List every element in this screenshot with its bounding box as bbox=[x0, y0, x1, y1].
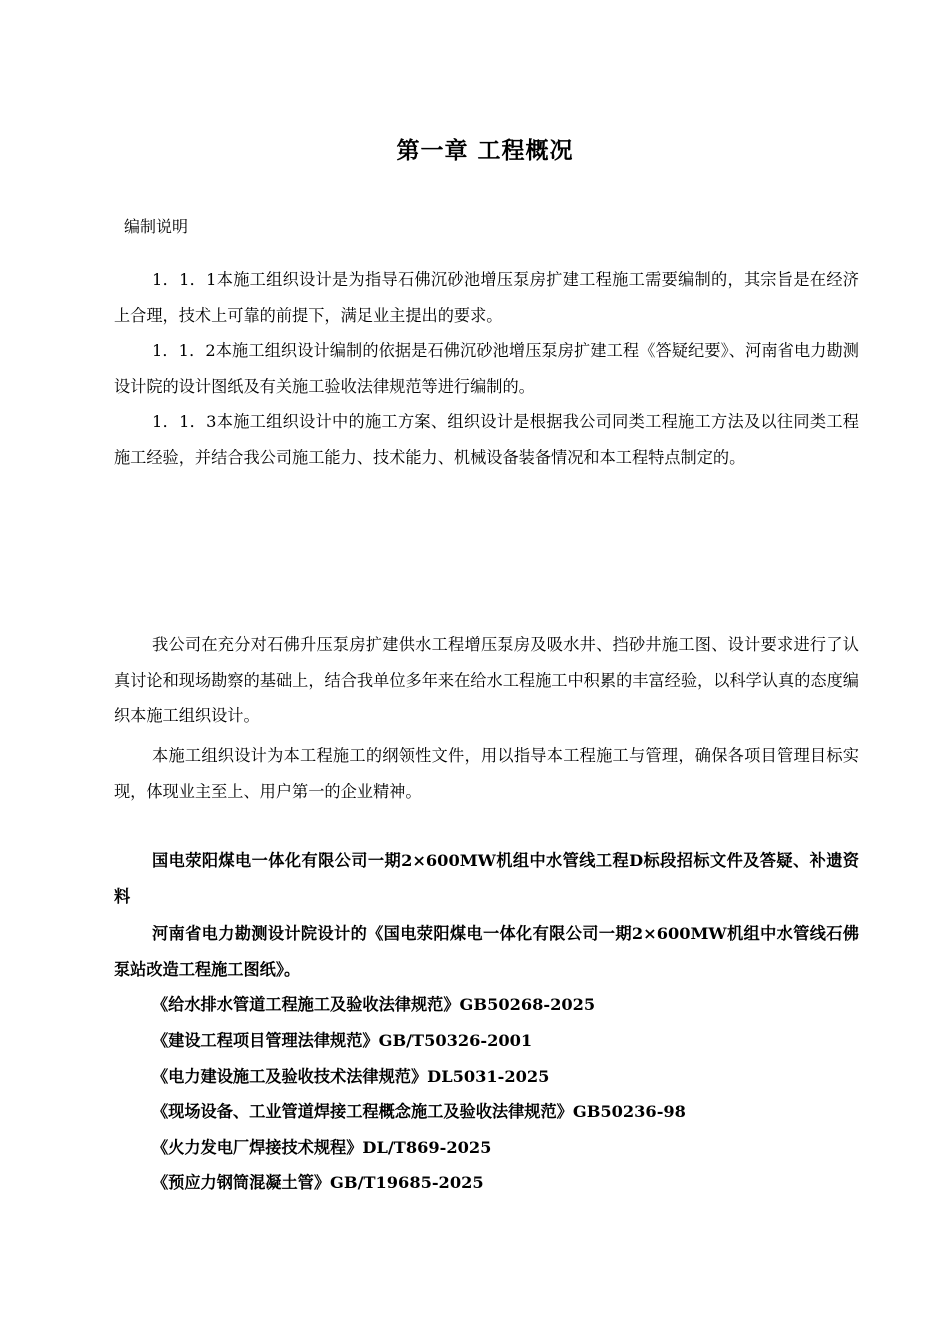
intro-paragraph-3: 1．1．3本施工组织设计中的施工方案、组织设计是根据我公司同类工程施工方法及以往同类工程施工经验，并结合我公司施工能力、技术能力、机械设备装备情况和本工程特点制定的。 bbox=[114, 412, 859, 467]
section-heading: 编制说明 bbox=[124, 217, 189, 236]
reference-item: 《火力发电厂焊接技术规程》DL/T869-2025 bbox=[152, 1138, 492, 1157]
reference-item: 《电力建设施工及验收技术法律规范》DL5031-2025 bbox=[152, 1067, 550, 1086]
reference-item: 《现场设备、工业管道焊接工程概念施工及验收法律规范》GB50236-98 bbox=[152, 1102, 686, 1121]
intro-paragraph-2: 1．1．2本施工组织设计编制的依据是石佛沉砂池增压泵房扩建工程《答疑纪要》、河南省电力勘测设计院的设计图纸及有关施工验收法律规范等进行编制的。 bbox=[114, 341, 859, 396]
body-paragraph-1: 我公司在充分对石佛升压泵房扩建供水工程增压泵房及吸水井、挡砂井施工图、设计要求进行了认真讨论和现场勘察的基础上，结合我单位多年来在给水工程施工中积累的丰富经验，以科学认真的态度编织本施工组织设计。 bbox=[114, 635, 859, 725]
reference-item: 《给水排水管道工程施工及验收法律规范》GB50268-2025 bbox=[152, 995, 596, 1014]
body-paragraph-2: 本施工组织设计为本工程施工的纲领性文件，用以指导本工程施工与管理，确保各项目管理目标实现，体现业主至上、用户第一的企业精神。 bbox=[114, 746, 859, 801]
intro-paragraph-1: 1．1．1本施工组织设计是为指导石佛沉砂池增压泵房扩建工程施工需要编制的，其宗旨是在经济上合理，技术上可靠的前提下，满足业主提出的要求。 bbox=[114, 270, 859, 325]
basis-paragraph-1: 国电荥阳煤电一体化有限公司一期2×600MW机组中水管线工程D标段招标文件及答疑、补遗资料 bbox=[114, 851, 859, 906]
basis-paragraph-2: 河南省电力勘测设计院设计的《国电荥阳煤电一体化有限公司一期2×600MW机组中水管线石佛泵站改造工程施工图纸》。 bbox=[114, 924, 859, 979]
reference-item: 《建设工程项目管理法律规范》GB/T50326-2001 bbox=[152, 1031, 533, 1050]
chapter-title: 第一章 工程概况 bbox=[396, 137, 574, 164]
reference-item: 《预应力钢筒混凝土管》GB/T19685-2025 bbox=[152, 1173, 484, 1192]
